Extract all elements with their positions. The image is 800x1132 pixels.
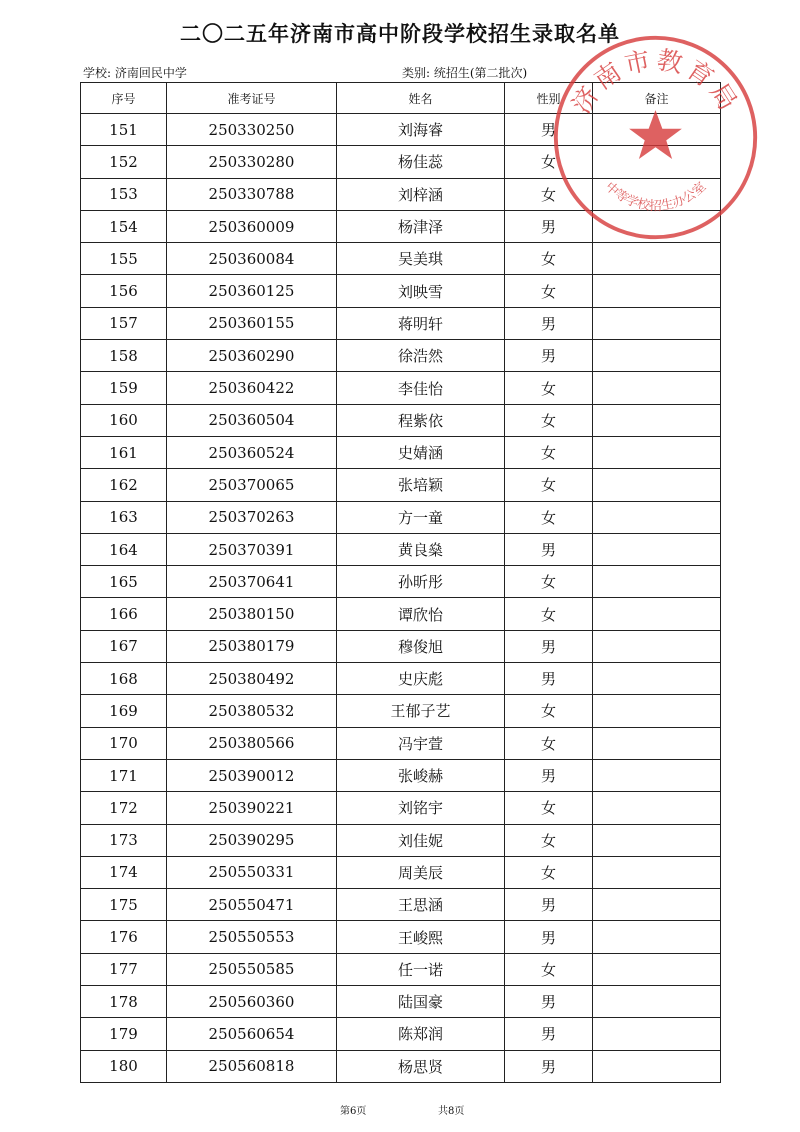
cell-index: 155 xyxy=(81,243,167,275)
column-header-name: 姓名 xyxy=(337,83,505,114)
cell-exam-id: 250380532 xyxy=(167,695,337,727)
cell-exam-id: 250360009 xyxy=(167,210,337,242)
cell-gender: 男 xyxy=(505,210,593,242)
cell-name: 孙昕彤 xyxy=(337,566,505,598)
cell-index: 156 xyxy=(81,275,167,307)
cell-name: 张峻赫 xyxy=(337,759,505,791)
cell-remarks xyxy=(593,404,721,436)
cell-exam-id: 250360504 xyxy=(167,404,337,436)
cell-name: 周美辰 xyxy=(337,856,505,888)
cell-gender: 女 xyxy=(505,372,593,404)
cell-name: 程紫依 xyxy=(337,404,505,436)
cell-remarks xyxy=(593,372,721,404)
cell-gender: 男 xyxy=(505,986,593,1018)
cell-index: 177 xyxy=(81,953,167,985)
column-header-gender: 性别 xyxy=(505,83,593,114)
cell-index: 167 xyxy=(81,630,167,662)
cell-index: 165 xyxy=(81,566,167,598)
cell-remarks xyxy=(593,566,721,598)
cell-index: 162 xyxy=(81,469,167,501)
cell-index: 166 xyxy=(81,598,167,630)
cell-remarks xyxy=(593,921,721,953)
cell-name: 陈郑润 xyxy=(337,1018,505,1050)
table-row xyxy=(81,921,721,953)
cell-gender: 男 xyxy=(505,114,593,146)
cell-exam-id: 250360155 xyxy=(167,307,337,339)
cell-gender: 女 xyxy=(505,275,593,307)
cell-remarks xyxy=(593,307,721,339)
cell-name: 穆俊旭 xyxy=(337,630,505,662)
cell-remarks xyxy=(593,953,721,985)
cell-gender: 女 xyxy=(505,824,593,856)
cell-remarks xyxy=(593,856,721,888)
seal-text-bottom: 中等学校招生办公室 xyxy=(602,178,709,213)
cell-exam-id: 250370641 xyxy=(167,566,337,598)
cell-remarks xyxy=(593,469,721,501)
table-row xyxy=(81,663,721,695)
cell-index: 161 xyxy=(81,436,167,468)
cell-gender: 男 xyxy=(505,889,593,921)
cell-remarks xyxy=(593,501,721,533)
cell-name: 李佳怡 xyxy=(337,372,505,404)
cell-remarks xyxy=(593,436,721,468)
cell-name: 陆国豪 xyxy=(337,986,505,1018)
cell-name: 谭欣怡 xyxy=(337,598,505,630)
cell-gender: 女 xyxy=(505,695,593,727)
cell-gender: 男 xyxy=(505,340,593,372)
cell-index: 173 xyxy=(81,824,167,856)
table-row xyxy=(81,889,721,921)
table-row xyxy=(81,533,721,565)
cell-gender: 男 xyxy=(505,759,593,791)
school-label: 学校: 济南回民中学 xyxy=(83,66,187,80)
table-body xyxy=(81,114,721,1083)
cell-remarks xyxy=(593,1050,721,1082)
table-row xyxy=(81,598,721,630)
table-row xyxy=(81,695,721,727)
seal-text-top: 济南市教育局 xyxy=(565,44,746,119)
cell-index: 151 xyxy=(81,114,167,146)
table-row xyxy=(81,372,721,404)
cell-remarks xyxy=(593,889,721,921)
cell-remarks xyxy=(593,663,721,695)
cell-gender: 女 xyxy=(505,792,593,824)
cell-name: 刘佳妮 xyxy=(337,824,505,856)
cell-exam-id: 250370391 xyxy=(167,533,337,565)
cell-gender: 女 xyxy=(505,856,593,888)
cell-gender: 女 xyxy=(505,243,593,275)
cell-remarks xyxy=(593,792,721,824)
table-row xyxy=(81,340,721,372)
cell-exam-id: 250360422 xyxy=(167,372,337,404)
column-header-exam-id: 准考证号 xyxy=(167,83,337,114)
table-row xyxy=(81,953,721,985)
cell-exam-id: 250550471 xyxy=(167,889,337,921)
cell-name: 刘梓涵 xyxy=(337,178,505,210)
cell-remarks xyxy=(593,727,721,759)
cell-remarks xyxy=(593,695,721,727)
cell-remarks xyxy=(593,986,721,1018)
cell-name: 张培颖 xyxy=(337,469,505,501)
cell-gender: 女 xyxy=(505,469,593,501)
cell-gender: 男 xyxy=(505,533,593,565)
cell-index: 172 xyxy=(81,792,167,824)
table-row xyxy=(81,630,721,662)
category-label: 类别: 统招生(第二批次) xyxy=(402,66,528,80)
cell-index: 154 xyxy=(81,210,167,242)
cell-exam-id: 250390295 xyxy=(167,824,337,856)
cell-gender: 女 xyxy=(505,727,593,759)
table-row xyxy=(81,792,721,824)
cell-gender: 男 xyxy=(505,630,593,662)
cell-name: 刘海睿 xyxy=(337,114,505,146)
cell-gender: 男 xyxy=(505,1050,593,1082)
table-row xyxy=(81,1050,721,1082)
cell-exam-id: 250370263 xyxy=(167,501,337,533)
cell-exam-id: 250550331 xyxy=(167,856,337,888)
cell-exam-id: 250330250 xyxy=(167,114,337,146)
table-row xyxy=(81,436,721,468)
cell-name: 王郁子艺 xyxy=(337,695,505,727)
cell-name: 王思涵 xyxy=(337,889,505,921)
cell-name: 王峻熙 xyxy=(337,921,505,953)
cell-remarks xyxy=(593,824,721,856)
cell-index: 178 xyxy=(81,986,167,1018)
cell-exam-id: 250560654 xyxy=(167,1018,337,1050)
table-row xyxy=(81,986,721,1018)
column-header-index: 序号 xyxy=(81,83,167,114)
table-row xyxy=(81,469,721,501)
cell-index: 168 xyxy=(81,663,167,695)
cell-index: 175 xyxy=(81,889,167,921)
table-row xyxy=(81,307,721,339)
cell-index: 174 xyxy=(81,856,167,888)
table-row xyxy=(81,566,721,598)
svg-text:济南市教育局 xyxy=(566,44,746,118)
cell-remarks xyxy=(593,533,721,565)
column-header-remarks: 备注 xyxy=(593,83,721,114)
cell-index: 158 xyxy=(81,340,167,372)
cell-index: 153 xyxy=(81,178,167,210)
cell-gender: 女 xyxy=(505,436,593,468)
cell-exam-id: 250380566 xyxy=(167,727,337,759)
cell-remarks xyxy=(593,1018,721,1050)
table-row xyxy=(81,824,721,856)
cell-index: 169 xyxy=(81,695,167,727)
cell-name: 黄良燊 xyxy=(337,533,505,565)
official-seal xyxy=(548,30,763,245)
cell-gender: 女 xyxy=(505,501,593,533)
table-row xyxy=(81,759,721,791)
cell-exam-id: 250360084 xyxy=(167,243,337,275)
table-row xyxy=(81,404,721,436)
table-row xyxy=(81,1018,721,1050)
document-title: 二〇二五年济南市高中阶段学校招生录取名单 xyxy=(180,22,620,46)
cell-gender: 男 xyxy=(505,1018,593,1050)
cell-index: 160 xyxy=(81,404,167,436)
cell-index: 176 xyxy=(81,921,167,953)
cell-name: 杨佳蕊 xyxy=(337,146,505,178)
cell-name: 杨津泽 xyxy=(337,210,505,242)
cell-index: 180 xyxy=(81,1050,167,1082)
seal-star-icon xyxy=(629,110,682,159)
cell-exam-id: 250390221 xyxy=(167,792,337,824)
cell-name: 方一童 xyxy=(337,501,505,533)
cell-exam-id: 250360524 xyxy=(167,436,337,468)
cell-index: 164 xyxy=(81,533,167,565)
cell-exam-id: 250370065 xyxy=(167,469,337,501)
cell-remarks xyxy=(593,275,721,307)
cell-name: 吴美琪 xyxy=(337,243,505,275)
table-row xyxy=(81,243,721,275)
page-total: 共8页 xyxy=(438,1106,465,1117)
cell-remarks xyxy=(593,340,721,372)
svg-text:中等学校招生办公室 xyxy=(603,178,709,212)
cell-exam-id: 250390012 xyxy=(167,759,337,791)
cell-remarks xyxy=(593,243,721,275)
cell-name: 刘映雪 xyxy=(337,275,505,307)
cell-gender: 男 xyxy=(505,307,593,339)
cell-gender: 女 xyxy=(505,404,593,436)
cell-exam-id: 250550585 xyxy=(167,953,337,985)
cell-gender: 男 xyxy=(505,921,593,953)
table-row xyxy=(81,856,721,888)
cell-exam-id: 250380179 xyxy=(167,630,337,662)
table-row xyxy=(81,275,721,307)
cell-name: 刘铭宇 xyxy=(337,792,505,824)
cell-exam-id: 250360290 xyxy=(167,340,337,372)
cell-index: 159 xyxy=(81,372,167,404)
cell-name: 史婧涵 xyxy=(337,436,505,468)
cell-exam-id: 250330280 xyxy=(167,146,337,178)
cell-gender: 男 xyxy=(505,663,593,695)
cell-index: 170 xyxy=(81,727,167,759)
page-number: 第6页 xyxy=(340,1106,367,1117)
cell-exam-id: 250360125 xyxy=(167,275,337,307)
cell-exam-id: 250330788 xyxy=(167,178,337,210)
cell-exam-id: 250550553 xyxy=(167,921,337,953)
cell-exam-id: 250560360 xyxy=(167,986,337,1018)
cell-name: 冯宇萱 xyxy=(337,727,505,759)
cell-gender: 女 xyxy=(505,953,593,985)
cell-name: 史庆彪 xyxy=(337,663,505,695)
cell-name: 徐浩然 xyxy=(337,340,505,372)
cell-remarks xyxy=(593,598,721,630)
cell-index: 171 xyxy=(81,759,167,791)
cell-gender: 女 xyxy=(505,566,593,598)
cell-index: 152 xyxy=(81,146,167,178)
table-row xyxy=(81,501,721,533)
cell-remarks xyxy=(593,759,721,791)
cell-gender: 女 xyxy=(505,598,593,630)
cell-exam-id: 250380492 xyxy=(167,663,337,695)
cell-exam-id: 250560818 xyxy=(167,1050,337,1082)
cell-gender: 女 xyxy=(505,146,593,178)
cell-name: 任一诺 xyxy=(337,953,505,985)
cell-name: 蒋明轩 xyxy=(337,307,505,339)
cell-index: 179 xyxy=(81,1018,167,1050)
cell-remarks xyxy=(593,630,721,662)
cell-index: 163 xyxy=(81,501,167,533)
cell-index: 157 xyxy=(81,307,167,339)
cell-exam-id: 250380150 xyxy=(167,598,337,630)
cell-gender: 女 xyxy=(505,178,593,210)
table-row xyxy=(81,727,721,759)
cell-name: 杨思贤 xyxy=(337,1050,505,1082)
